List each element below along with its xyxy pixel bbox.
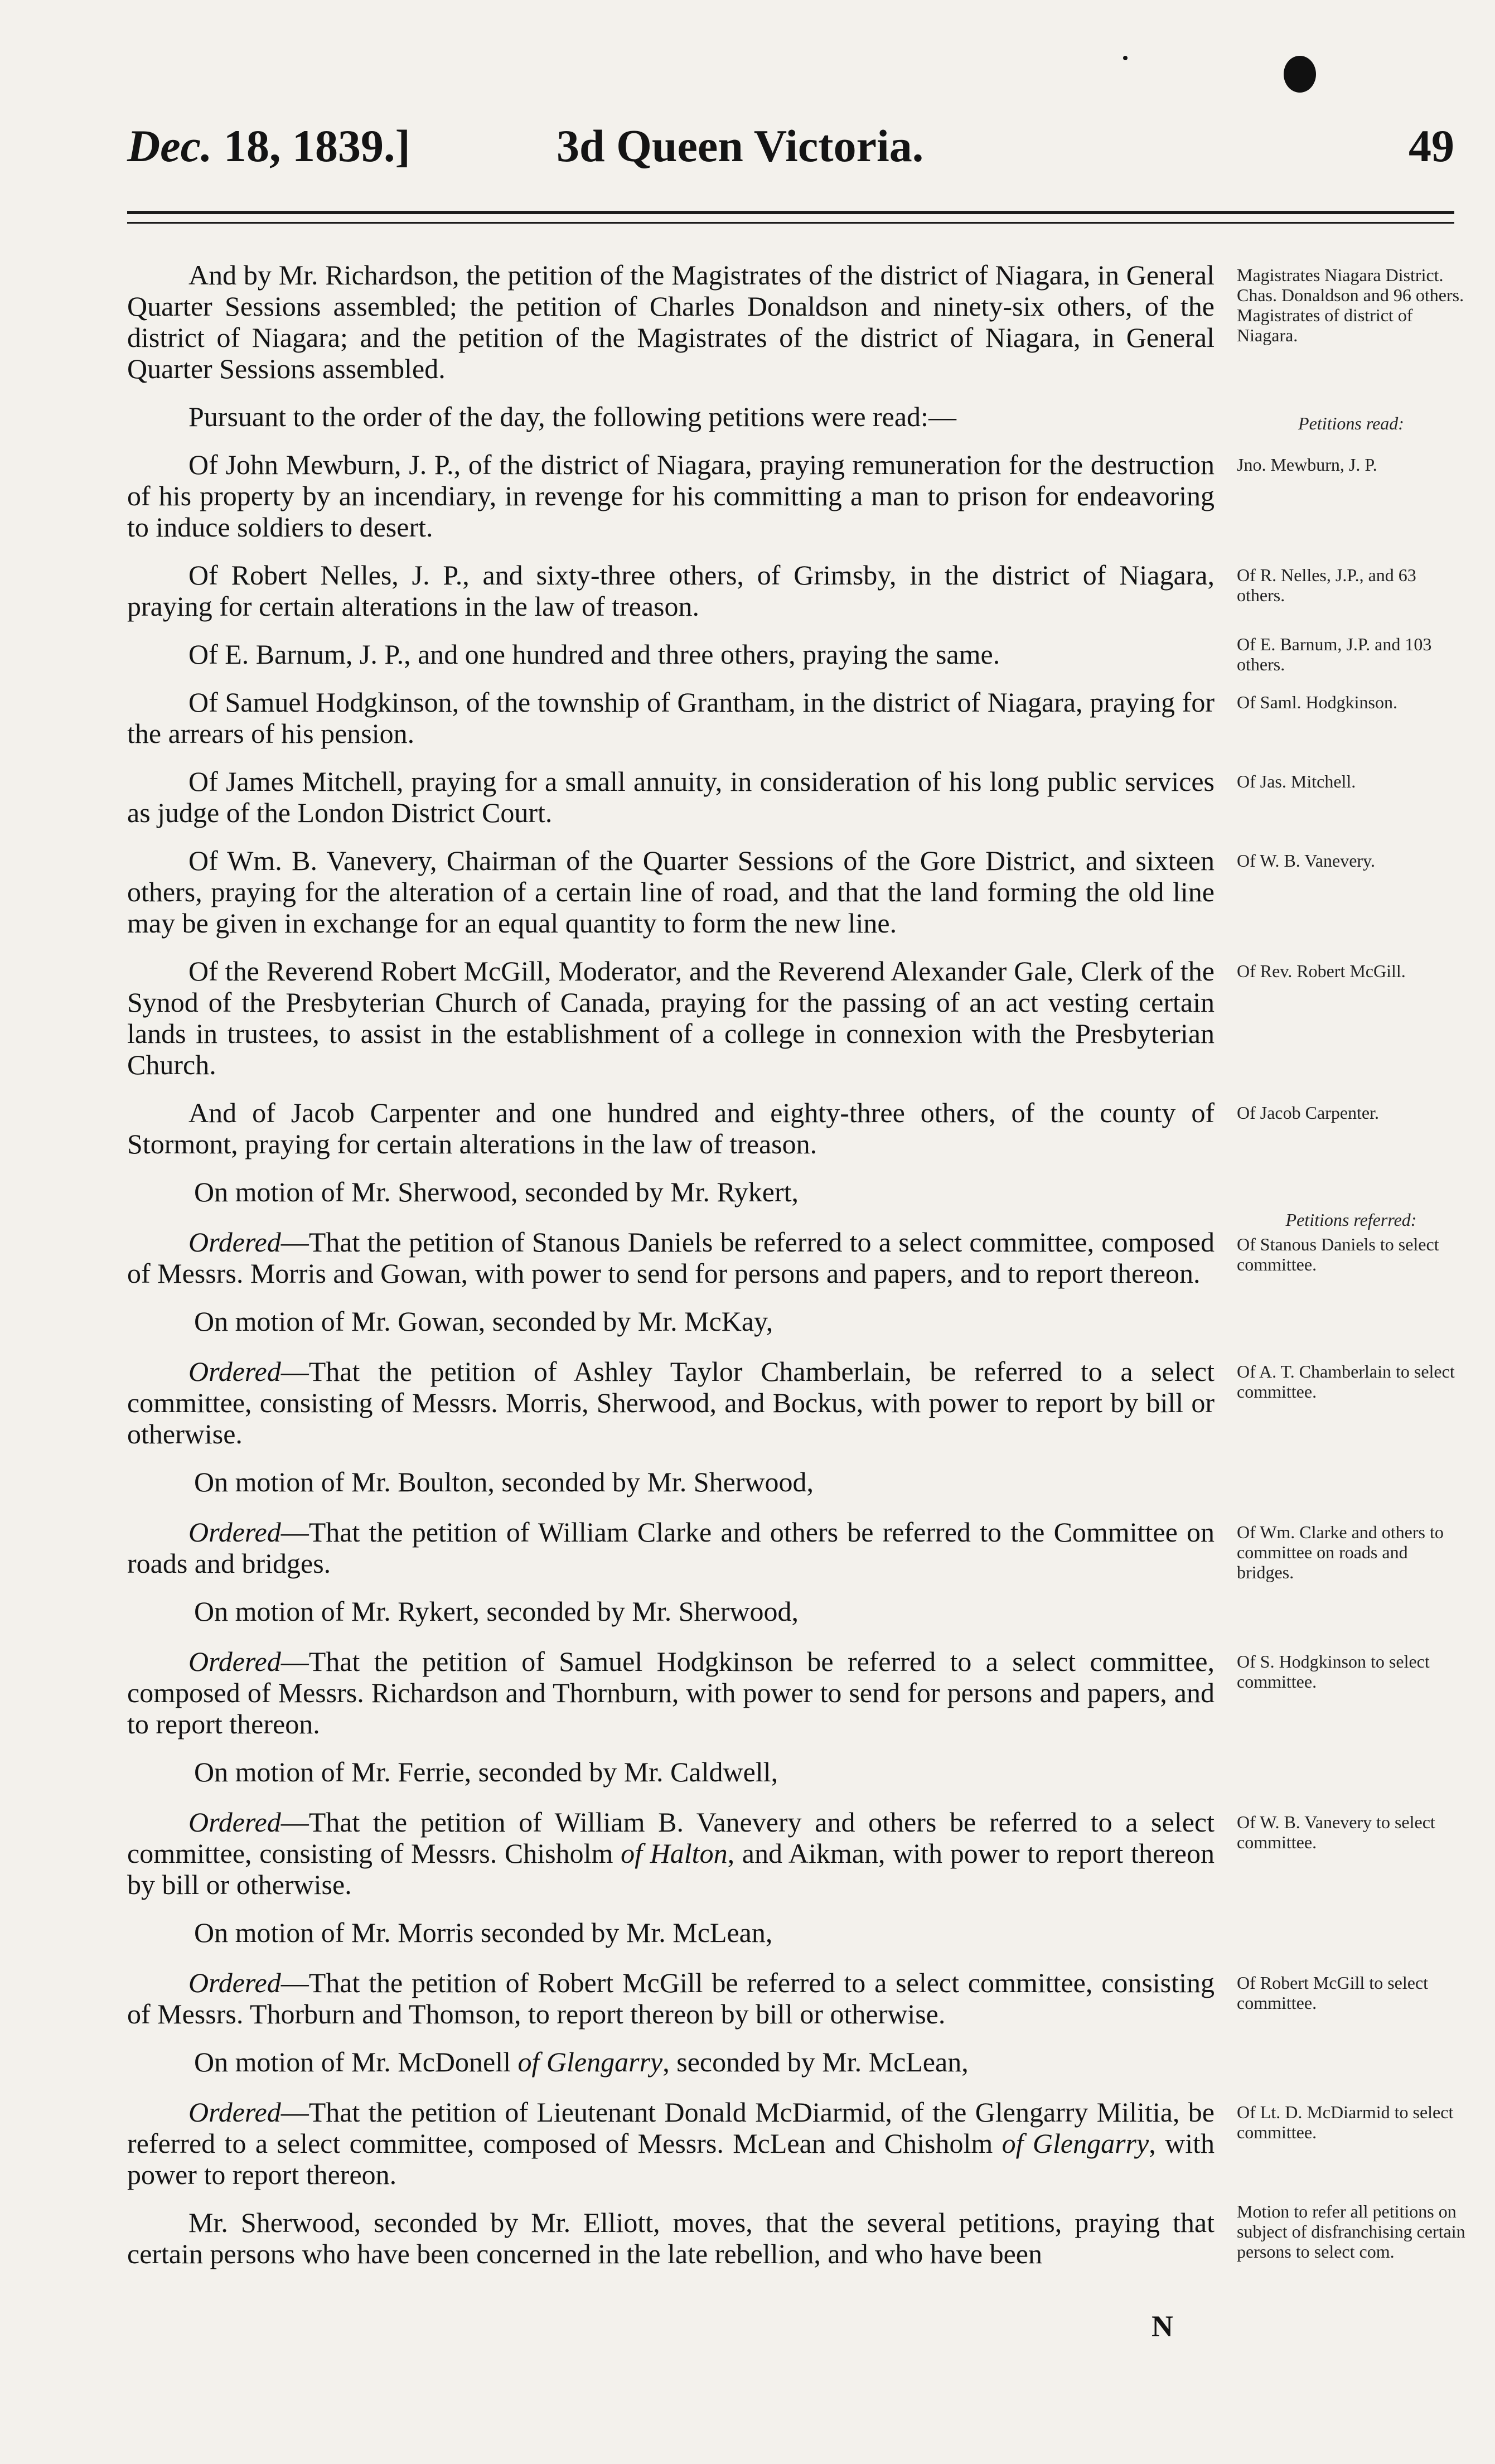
order-chamberlain [127,1356,1455,1450]
header-date [127,120,410,172]
order-vanevery [127,1806,1435,1900]
order-mcgill [127,1967,1429,2030]
ordered-label: Ordered [188,1516,281,1548]
margin-note-heading: Petitions referred: [1285,1210,1417,1230]
order-text-italic: of Halton [621,1838,728,1869]
ordered-label: Ordered [188,1646,281,1677]
motion-text: On motion of Mr. Boulton, seconded by Mr. Sherwood, [194,1466,814,1497]
motion-rykert-sherwood [127,1596,1215,1627]
margin-note: Of R. Nelles, J.P., and 63 others. [1237,565,1416,605]
motion-text-italic: of Glengarry [517,2046,663,2078]
paragraph-richardson-petitions [127,259,1464,384]
paragraph-petition-carpenter [127,1097,1380,1159]
paragraph-petition-nelles [127,559,1416,622]
order-text: —That the petition of Robert McGill be referred to a select committee, consisting of Messrs. Thorburn and Thomson, to report thereon by bill or otherwise. [127,1967,1215,2030]
header-date-rest: 18, 1839.] [224,120,410,171]
paragraph-text: Of the Reverend Robert McGill, Moderator, and the Reverend Alexander Gale, Clerk of the Synod of the Presbyterian Church of Canada, praying for the passing of an act vesting certain lands in trustees, to assist in the establishment of a college in connexion with the Presbyterian Church. [127,955,1215,1080]
margin-note: Of Jacob Carpenter. [1237,1103,1380,1123]
order-text: , with power to report thereon. [127,2128,1215,2190]
paragraph-petition-hodgkinson [127,687,1397,749]
motion-morris-mclean [127,1917,1215,1948]
header-title: 3d Queen Victoria. [557,120,924,171]
margin-note: Jno. Mewburn, J. P. [1237,455,1377,475]
margin-note: Of A. T. Chamberlain to select committee. [1237,1361,1455,1402]
motion-text: On motion of Mr. McDonell [194,2046,518,2078]
motion-text: On motion of Mr. Gowan, seconded by Mr. McKay, [194,1306,773,1337]
paragraph-text: Of James Mitchell, praying for a small annuity, in consideration of his long public services as judge of the London District Court. [127,766,1215,828]
order-text: —That the petition of Samuel Hodgkinson be referred to a select committee, composed of Messrs. Richardson and Thornburn, with power to send for persons and papers, and to report thereon. [127,1646,1215,1740]
ordered-label: Ordered [188,1806,281,1838]
order-text: , and Aikman, with power to report thereon by bill or otherwise. [127,1838,1215,1900]
motion-ferrie-caldwell [127,1756,1215,1787]
header-date-month: Dec. [127,120,212,171]
order-text: —That the petition of Ashley Taylor Chamberlain, be referred to a select committee, consisting of Messrs. Morris, Sherwood, and Bockus, with power to report by bill or otherwise. [127,1356,1215,1450]
margin-note: Of Robert McGill to select committee. [1237,1973,1429,2013]
order-text: —That the petition of William Clarke and others be referred to the Committee on roads and bridges. [127,1516,1215,1579]
margin-note: Of Stanous Daniels to select committee. [1237,1234,1439,1274]
order-text: —That the petition of Lieutenant Donald McDiarmid, of the Glengarry Militia, be referred to a select committee, composed of Messrs. McLean and Chisholm [127,2096,1215,2159]
paragraph-petition-mewburn [127,449,1377,543]
paragraph-petition-mitchell [127,766,1356,828]
margin-note: Of Jas. Mitchell. [1237,771,1356,791]
order-clarke [127,1516,1444,1582]
ordered-label: Ordered [188,1356,281,1387]
margin-note: Of W. B. Vanevery. [1237,851,1375,871]
paragraph-petition-barnum [127,634,1432,674]
margin-note: Of Saml. Hodgkinson. [1237,692,1397,712]
ordered-label: Ordered [188,1967,281,1998]
margin-note: Of W. B. Vanevery to select committee. [1237,1812,1435,1852]
paragraph-text: And by Mr. Richardson, the petition of the Magistrates of the district of Niagara, in General Quarter Sessions assembled; the petition of Charles Donaldson and ninety-six others, of the district of Niagara; and the petition of the Magistrates of the district of Niagara, in General Quarter Sessions assembled. [127,259,1215,384]
paragraph-text: Of John Mewburn, J. P., of the district of Niagara, praying remuneration for the destruction of his property by an incendiary, in revenge for his committing a man to prison for endeavoring to induce soldiers to desert. [127,449,1215,543]
paragraph-petition-vanevery [127,845,1375,939]
ink-speck [1123,56,1128,60]
motion-text: On motion of Mr. Morris seconded by Mr. McLean, [194,1917,773,1948]
page-number: 49 [1409,120,1454,171]
motion-text: On motion of Mr. Sherwood, seconded by Mr. Rykert, [194,1176,799,1207]
motion-boulton-sherwood [127,1466,1215,1497]
margin-note: Of S. Hodgkinson to select committee. [1237,1651,1430,1692]
motion-sherwood-rykert [127,1176,1215,1207]
margin-note: Of E. Barnum, J.P. and 103 others. [1237,634,1432,674]
motion-text: , seconded by Mr. McLean, [662,2046,969,2078]
motion-gowan-mckay [127,1306,1215,1337]
paragraph-text: And of Jacob Carpenter and one hundred and eighty-three others, of the county of Stormont, praying for certain alterations in the law of treason. [127,1097,1215,1159]
paragraph-sherwood-motion [127,2201,1465,2269]
margin-note: Of Rev. Robert McGill. [1237,961,1406,981]
margin-note: Magistrates Niagara District. Chas. Donaldson and 96 others. Magistrates of district of Niagara. [1237,265,1464,345]
margin-note-heading: Petitions read: [1298,413,1404,433]
paragraph-text: Of E. Barnum, J. P., and one hundred and three others, praying the same. [188,639,1000,670]
ordered-label: Ordered [188,1226,281,1258]
ink-blot [1284,56,1316,93]
paragraph-text: Pursuant to the order of the day, the following petitions were read:— [188,401,956,432]
margin-note: Of Wm. Clarke and others to committee on roads and bridges. [1237,1522,1444,1582]
paragraph-text: Mr. Sherwood, seconded by Mr. Elliott, moves, that the several petitions, praying that certain persons who have been concerned in the late rebellion, and who have been [127,2207,1215,2269]
motion-text: On motion of Mr. Ferrie, seconded by Mr. Caldwell, [194,1756,778,1787]
order-text: —That the petition of Stanous Daniels be referred to a select committee, composed of Messrs. Morris and Gowan, with power to send for persons and papers, and to report thereon. [127,1226,1215,1289]
paragraph-petition-mcgill [127,955,1406,1080]
order-daniels [127,1210,1439,1289]
header-rule-thin [127,222,1454,224]
motion-mcdonell-mclean [127,2046,1215,2078]
signature-mark: N [1152,2310,1173,2343]
motion-text: On motion of Mr. Rykert, seconded by Mr. Sherwood, [194,1596,799,1627]
margin-note: Motion to refer all petitions on subject of disfranchising certain persons to select com. [1237,2201,1465,2262]
order-text: —That the petition of William B. Vanevery and others be referred to a select committee, consisting of Messrs. Chisholm [127,1806,1215,1869]
ordered-label: Ordered [188,2096,281,2128]
paragraph-text: Of Samuel Hodgkinson, of the township of Grantham, in the district of Niagara, praying for the arrears of his pension. [127,687,1215,749]
order-text-italic: of Glengarry [1001,2128,1149,2159]
journal-body [127,259,1465,2286]
page-header [127,120,1454,187]
margin-note: Of Lt. D. McDiarmid to select committee. [1237,2102,1454,2142]
order-mcdiarmid [127,2096,1454,2190]
header-rule-thick [127,211,1454,214]
paragraph-text: Of Wm. B. Vanevery, Chairman of the Quarter Sessions of the Gore District, and sixteen others, praying for the alteration of a certain line of road, and that the land forming the old line may be given in exchange for an equal quantity to form the new line. [127,845,1215,939]
paragraph-text: Of Robert Nelles, J. P., and sixty-three others, of Grimsby, in the district of Niagara, praying for certain alterations in the law of treason. [127,559,1215,622]
paragraph-order-of-day [127,401,1404,433]
order-hodgkinson [127,1646,1430,1740]
